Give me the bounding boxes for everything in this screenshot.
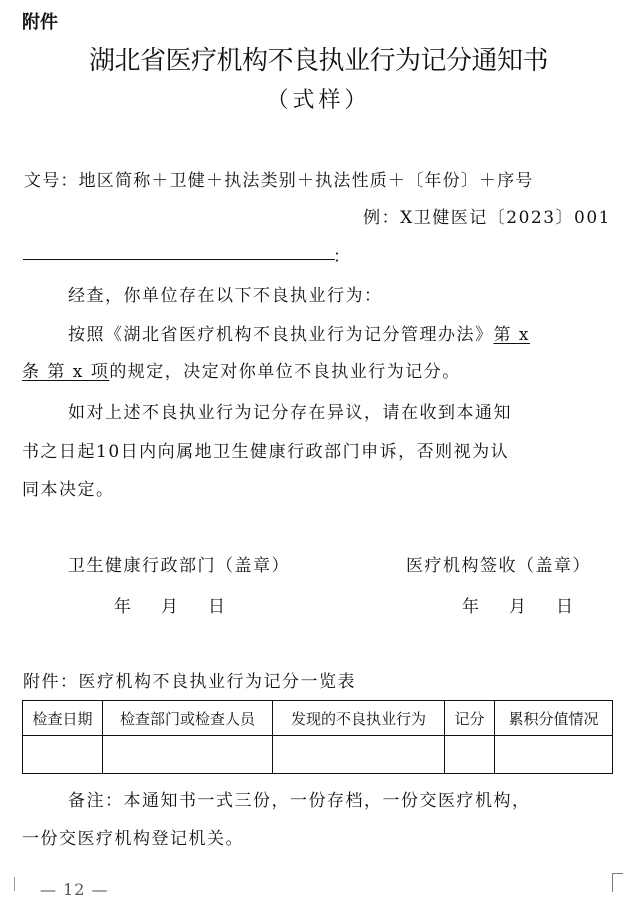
basis-item-blank: 条 第 x 项 (22, 362, 110, 382)
date-day-label: 日 (556, 597, 573, 617)
column-header-violation: 发现的不良执业行为 (273, 701, 445, 736)
remark-line-2: 一份交医疗机构登记机关。 (22, 829, 244, 849)
document-number-example: 例：X卫健医记〔2023〕001 (363, 208, 611, 228)
attachment-label: 附件：医疗机构不良执业行为记分一览表 (23, 672, 356, 692)
table-cell (103, 736, 273, 774)
appeal-paragraph-line-3: 同本决定。 (22, 480, 115, 500)
crop-mark-left (14, 877, 23, 891)
basis-article-blank: 第 x (493, 325, 530, 345)
addressee-colon: ： (333, 247, 350, 267)
attachment-mark: 附件 (22, 12, 58, 33)
table-cell (495, 736, 613, 774)
date-month-label: 月 (161, 597, 178, 617)
column-header-inspector: 检查部门或检查人员 (103, 701, 273, 736)
column-header-inspection-date: 检查日期 (23, 701, 103, 736)
document-number-format: 文号：地区简称＋卫健＋执法类别＋执法性质＋〔年份〕＋序号 (24, 171, 534, 191)
basis-paragraph-line-1 (68, 320, 530, 345)
basis-regulation-text: 按照《湖北省医疗机构不良执业行为记分管理办法》 (68, 325, 494, 345)
table-cell (445, 736, 495, 774)
crop-mark-right (612, 873, 623, 892)
scoring-summary-table (22, 700, 613, 774)
appeal-paragraph-line-1: 如对上述不良执业行为记分存在异议，请在收到本通知 (68, 403, 512, 423)
date-month-label: 月 (509, 597, 526, 617)
institution-receipt-seal-label: 医疗机构签收（盖章） (406, 556, 591, 576)
table-header-row (23, 701, 613, 736)
basis-decision-text: 的规定，决定对你单位不良执业行为记分。 (109, 362, 461, 382)
remark-line-1: 备注：本通知书一式三份，一份存档，一份交医疗机构， (68, 791, 531, 811)
appeal-paragraph-line-2: 书之日起10日内向属地卫生健康行政部门申诉，否则视为认 (22, 442, 510, 462)
table-cell (273, 736, 445, 774)
table-cell (23, 736, 103, 774)
column-header-cumulative: 累积分值情况 (495, 701, 613, 736)
addressee-blank-line (23, 259, 335, 260)
health-dept-date (114, 592, 255, 617)
column-header-score: 记分 (445, 701, 495, 736)
page-number: — 12 — (40, 880, 109, 899)
date-day-label: 日 (208, 597, 225, 617)
finding-paragraph: 经查，你单位存在以下不良执业行为： (68, 286, 383, 306)
document-subtitle: （式样） (266, 88, 371, 113)
document-title: 湖北省医疗机构不良执业行为记分通知书 (88, 46, 548, 76)
health-dept-seal-label: 卫生健康行政部门（盖章） (68, 556, 290, 576)
basis-paragraph-line-2 (22, 357, 461, 382)
date-year-label: 年 (462, 597, 479, 617)
institution-date (462, 592, 603, 617)
table-row (23, 736, 613, 774)
date-year-label: 年 (114, 597, 131, 617)
